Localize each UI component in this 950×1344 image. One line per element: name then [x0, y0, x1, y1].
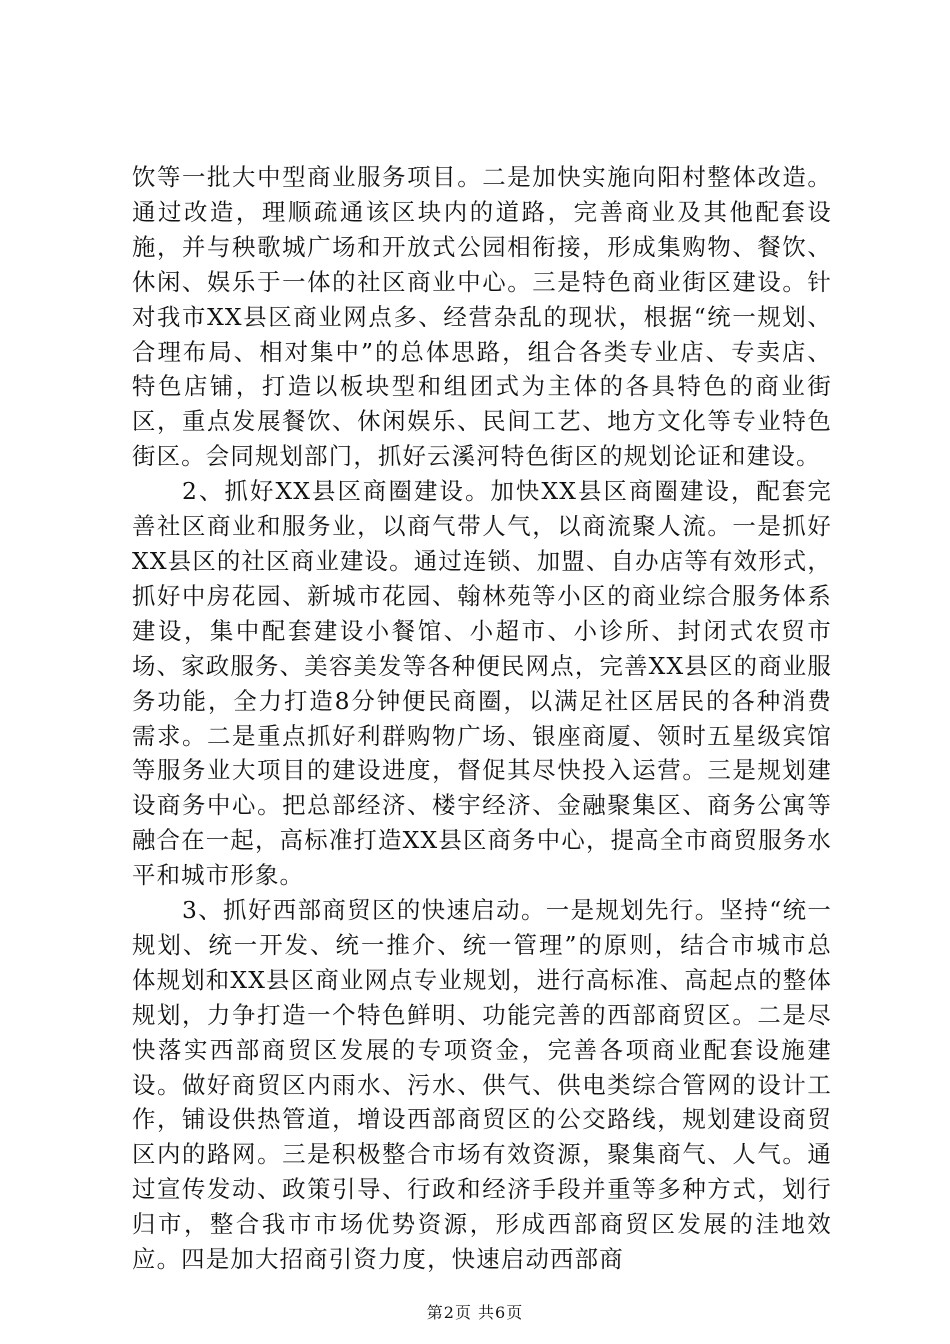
paragraph-2: 2、抓好XX县区商圈建设。加快XX县区商圈建设，配套完善社区商业和服务业，以商气带人气，以商流聚人流。一是抓好XX县区的社区商业建设。通过连锁、加盟、自办店等有效形式，抓好中房花园、新城市花园、翰林苑等小区的商业综合服务体系建设，集中配套建设小餐馆、小超市、小诊所、封闭式农贸市场、家政服务、美容美发等各种便民网点，完善XX县区的商业服务功能，全力打造8分钟便民商圈，以满足社区居民的各种消费需求。二是重点抓好利群购物广场、银座商厦、领时五星级宾馆等服务业大项目的建设进度，督促其尽快投入运营。三是规划建设商务中心。把总部经济、楼宇经济、金融聚集区、商务公寓等融合在一起，高标准打造XX县区商务中心，提高全市商贸服务水平和城市形象。: [132, 477, 832, 890]
paragraph-3: 3、抓好西部商贸区的快速启动。一是规划先行。坚持“统一规划、统一开发、统一推介、统一管理”的原则，结合市城市总体规划和XX县区商业网点专业规划，进行高标准、高起点的整体规划，力争打造一个特色鲜明、功能完善的西部商贸区。二是尽快落实西部商贸区发展的专项资金，完善各项商业配套设施建设。做好商贸区内雨水、污水、供气、供电类综合管网的设计工作，铺设供热管道，增设西部商贸区的公交路线，规划建设商贸区内的路网。三是积极整合市场有效资源，聚集商气、人气。通过宣传发动、政策引导、行政和经济手段并重等多种方式，划行归市，整合我市市场优势资源，形成西部商贸区发展的洼地效应。四是加大招商引资力度，快速启动西部商: [132, 896, 832, 1274]
paragraph-1: 饮等一批大中型商业服务项目。二是加快实施向阳村整体改造。通过改造，理顺疏通该区块内的道路，完善商业及其他配套设施，并与秧歌城广场和开放式公园相衔接，形成集购物、餐饮、休闲、娱乐于一体的社区商业中心。三是特色商业街区建设。针对我市XX县区商业网点多、经营杂乱的现状，根据“统一规划、合理布局、相对集中”的总体思路，组合各类专业店、专卖店、特色店铺，打造以板块型和组团式为主体的各具特色的商业街区，重点发展餐饮、休闲娱乐、民间工艺、地方文化等专业特色街区。会同规划部门，抓好云溪河特色街区的规划论证和建设。: [132, 163, 832, 471]
document-body: [132, 160, 832, 1277]
page-footer: 第2页 共6页: [426, 1303, 524, 1322]
